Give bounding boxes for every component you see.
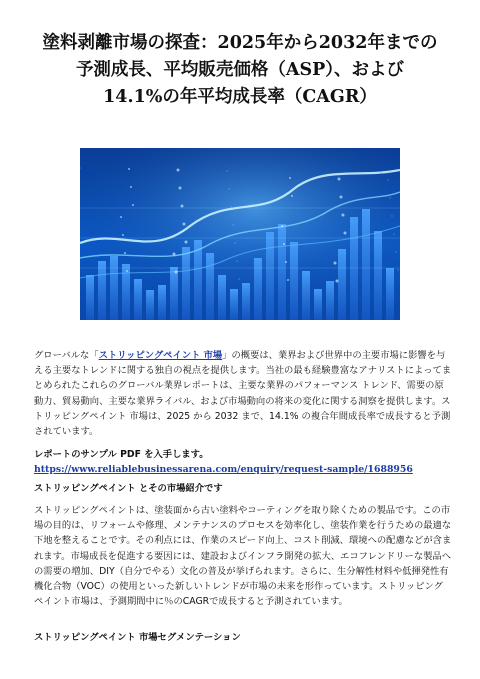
decorative-sparkle — [388, 180, 389, 181]
decorative-bar — [230, 289, 238, 320]
decorative-sparkle — [342, 214, 345, 217]
decorative-sparkle — [338, 178, 341, 181]
decorative-sparkle — [291, 195, 293, 197]
decorative-bar — [86, 275, 94, 320]
sample-request-link[interactable]: https://www.reliablebusinessarena.com/enquiry/request-sample/1688956 — [34, 464, 413, 476]
decorative-sparkle — [185, 241, 188, 244]
sample-request-line — [34, 447, 452, 477]
section-intro-paragraph: ストリッピングペイントは、塗装面から古い塗料やコーティングを取り除くための製品です。この市場の目的は、リフォームや修理、メンテナンスのプロセスを効率化し、塗装作業を行うための最適な下地を整えることです。その利点には、作業のスピード向上、コスト削減、環境への配慮などが含まれます。市場成長を促進する要因には、建設およびインフラ開発の拡大、エコフレンドリーな製品への需要の増加、DIY（自分でやる）文化の普及が挙げられます。さらに、生分解性材料や低揮発性有機化合物（VOC）の使用といった新しいトレンドが市場の未来を形作っています。ストリッピングペイント市場は、予測期間中に％のCAGRで成長すると予測されています。 — [34, 505, 452, 608]
decorative-sparkle — [130, 186, 132, 188]
decorative-sparkle — [340, 196, 343, 199]
decorative-sparkle — [183, 223, 186, 226]
decorative-bar — [302, 271, 310, 320]
decorative-bar — [362, 209, 370, 320]
decorative-sparkle — [283, 243, 285, 245]
market-link[interactable]: ストリッピングペイント 市場 — [98, 350, 223, 361]
decorative-bar — [338, 249, 346, 320]
decorative-bar — [170, 267, 178, 320]
title-line-1: 塗料剥離市場の探査：2025年から2032年までの — [42, 33, 438, 53]
decorative-sparkle — [179, 187, 182, 190]
decorative-sparkle — [227, 171, 228, 172]
section-heading-intro: ストリッピングペイント とその市場紹介です — [34, 483, 223, 494]
intro-paragraph — [34, 348, 452, 439]
decorative-bar — [374, 231, 382, 320]
decorative-bar — [98, 261, 106, 320]
decorative-sparkle — [334, 262, 337, 265]
decorative-bar — [326, 281, 334, 320]
decorative-sparkle — [336, 280, 339, 283]
decorative-sparkle — [122, 234, 124, 236]
decorative-sparkle — [128, 168, 130, 170]
sample-label: レポートのサンプル PDF を入手します。 — [34, 449, 209, 460]
decorative-sparkle — [285, 261, 287, 263]
decorative-sparkle — [233, 225, 234, 226]
decorative-sparkle — [173, 253, 176, 256]
decorative-bar — [218, 275, 226, 320]
decorative-bar — [386, 268, 394, 320]
decorative-sparkle — [177, 169, 180, 172]
decorative-sparkle — [124, 252, 126, 254]
decorative-bar — [110, 256, 118, 320]
decorative-bar — [290, 242, 298, 320]
decorative-bar — [254, 258, 262, 320]
decorative-bar — [194, 240, 202, 320]
decorative-sparkle — [231, 207, 232, 208]
decorative-sparkle — [237, 261, 238, 262]
decorative-sparkle — [239, 279, 240, 280]
decorative-bar — [314, 289, 322, 320]
title-line-3: 14.1%の年平均成長率（CAGR） — [103, 87, 377, 107]
decorative-sparkle — [229, 189, 230, 190]
decorative-bar — [182, 247, 190, 320]
decorative-bar — [266, 232, 274, 320]
decorative-bar — [278, 224, 286, 320]
decorative-sparkle — [175, 271, 178, 274]
decorative-sparkle — [396, 252, 397, 253]
hero-image — [80, 148, 400, 320]
decorative-sparkle — [132, 204, 134, 206]
decorative-sparkle — [392, 216, 393, 217]
decorative-sparkle — [289, 177, 291, 179]
decorative-sparkle — [394, 234, 395, 235]
title-line-2: 予測成長、平均販売価格（ASP）、および — [75, 60, 405, 80]
decorative-bar — [158, 285, 166, 320]
decorative-bar — [134, 279, 142, 320]
decorative-sparkle — [126, 270, 128, 272]
decorative-sparkle — [181, 205, 184, 208]
decorative-bar — [242, 283, 250, 320]
decorative-bar — [350, 217, 358, 320]
intro-prefix: グローバルな「 — [34, 350, 99, 361]
decorative-sparkle — [398, 270, 399, 271]
decorative-sparkle — [120, 216, 122, 218]
decorative-sparkle — [344, 232, 347, 235]
intro-suffix: 」の概要は、業界および世界中の主要市場に影響を与える主要なトレンドに関する独自の視点を提供します。当社の最も経験豊富なアナリストによってまとめられたこれらのグローバル業界レポートは、主要な業界のパフォーマンス トレンド、需要の原動力、貿易動向、主要な業界ライバル、および市場動向の将来の変化に関する洞察を提供します。ストリッピングペイント 市場は、2025 から 2032 まで、14.1% の複合年間成長率で成長すると予測されています。 — [34, 350, 452, 438]
financial-chart-illustration — [80, 148, 400, 320]
section-heading-segmentation: ストリッピングペイント 市場セグメンテーション — [34, 632, 241, 643]
decorative-bar — [206, 253, 214, 320]
decorative-sparkle — [281, 225, 283, 227]
page-title — [22, 30, 458, 111]
decorative-sparkle — [235, 243, 236, 244]
decorative-sparkle — [287, 279, 289, 281]
decorative-bar — [122, 264, 130, 320]
decorative-sparkle — [390, 198, 391, 199]
decorative-bar — [146, 290, 154, 320]
